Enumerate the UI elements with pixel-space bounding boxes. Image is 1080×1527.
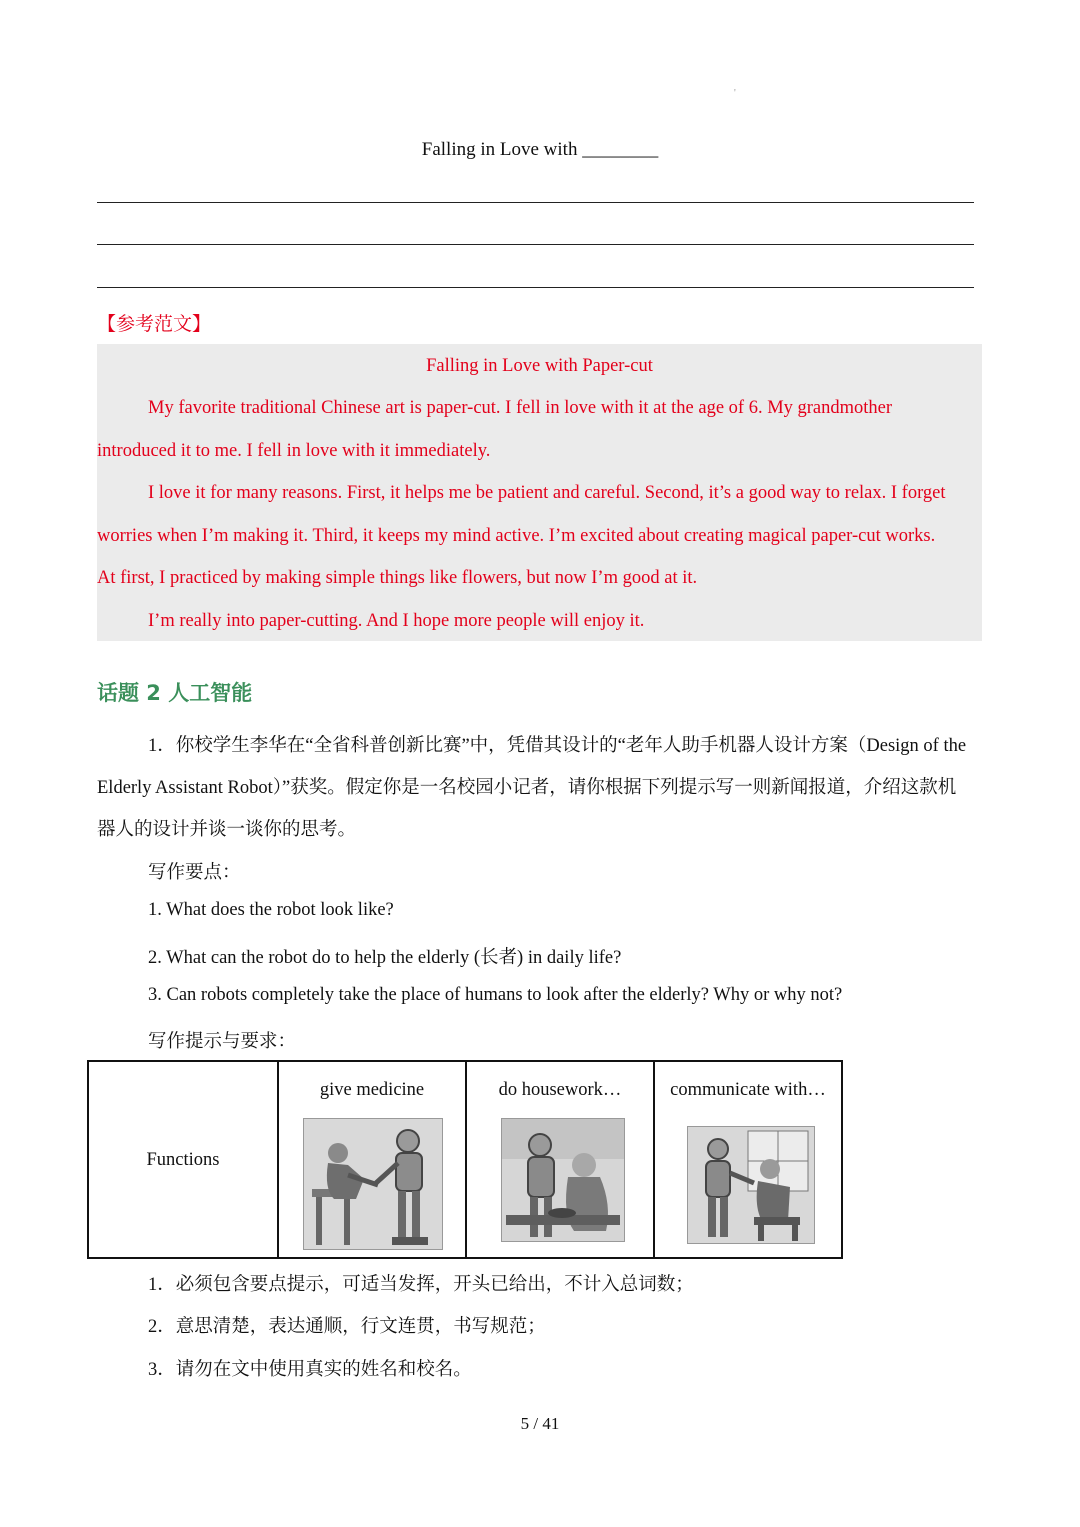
requirement-item: 3．请勿在文中使用真实的姓名和校名。	[148, 1360, 472, 1380]
points-heading: 写作要点：	[148, 863, 241, 883]
functions-label-cell	[88, 1061, 278, 1258]
requirement-item: 2．意思清楚，表达通顺，行文连贯，书写规范；	[148, 1317, 546, 1337]
functions-table	[87, 1060, 843, 1259]
task-intro-line: Elderly Assistant Robot）”获奖。假定你是一名校园小记者，请你根据下列提示写一则新闻报道，介绍这款机	[97, 778, 957, 798]
point-item: 1. What does the robot look like?	[148, 900, 394, 920]
page-mark: '	[734, 88, 736, 99]
function-cell	[654, 1061, 842, 1258]
essay-line: At first, I practiced by making simple things like flowers, but now I’m good at it.	[97, 568, 698, 588]
writing-title: Falling in Love with ________	[421, 139, 659, 160]
robot-giving-medicine-image	[303, 1118, 443, 1250]
answer-line	[97, 287, 974, 288]
function-cell	[466, 1061, 654, 1258]
essay-line: worries when I’m making it. Third, it keeps my mind active. I’m excited about creating magical paper-cut works.	[97, 526, 936, 546]
essay-line: I love it for many reasons. First, it helps me be patient and careful. Second, it’s a good way to relax. I forget	[148, 483, 946, 503]
reference-essay	[97, 344, 982, 641]
functions-label: Functions	[146, 1150, 220, 1170]
function-cell	[278, 1061, 466, 1258]
essay-line: My favorite traditional Chinese art is paper-cut. I fell in love with it at the age of 6. My grandmother	[148, 398, 893, 418]
essay-line: I’m really into paper-cutting. And I hope more people will enjoy it.	[148, 611, 645, 631]
answer-line	[97, 244, 974, 245]
point-item: 2. What can the robot do to help the elderly (长者) in daily life?	[148, 948, 622, 968]
requirement-item: 1．必须包含要点提示，可适当发挥，开头已给出，不计入总词数；	[148, 1275, 694, 1295]
essay-title: Falling in Love with Paper-cut	[426, 356, 653, 376]
robot-communicating-image	[687, 1126, 815, 1244]
point-item: 3. Can robots completely take the place of humans to look after the elderly? Why or why not?	[148, 985, 843, 1005]
function-label: communicate with…	[670, 1080, 826, 1100]
task-intro-line: 1．你校学生李华在“全省科普创新比赛”中，凭借其设计的“老年人助手机器人设计方案（Design of the	[148, 736, 967, 756]
answer-line	[97, 202, 974, 203]
function-label: do housework…	[498, 1080, 622, 1100]
essay-line: introduced it to me. I fell in love with it immediately.	[97, 441, 491, 461]
task-intro-line: 器人的设计并谈一谈你的思考。	[97, 820, 357, 840]
requirements-heading: 写作提示与要求：	[148, 1032, 297, 1052]
reference-label: 【参考范文】	[97, 314, 212, 335]
topic-heading: 话题 2 人工智能	[97, 681, 253, 705]
function-label: give medicine	[319, 1080, 425, 1100]
page-number: 5 / 41	[520, 1414, 560, 1433]
robot-doing-housework-image	[501, 1118, 625, 1242]
